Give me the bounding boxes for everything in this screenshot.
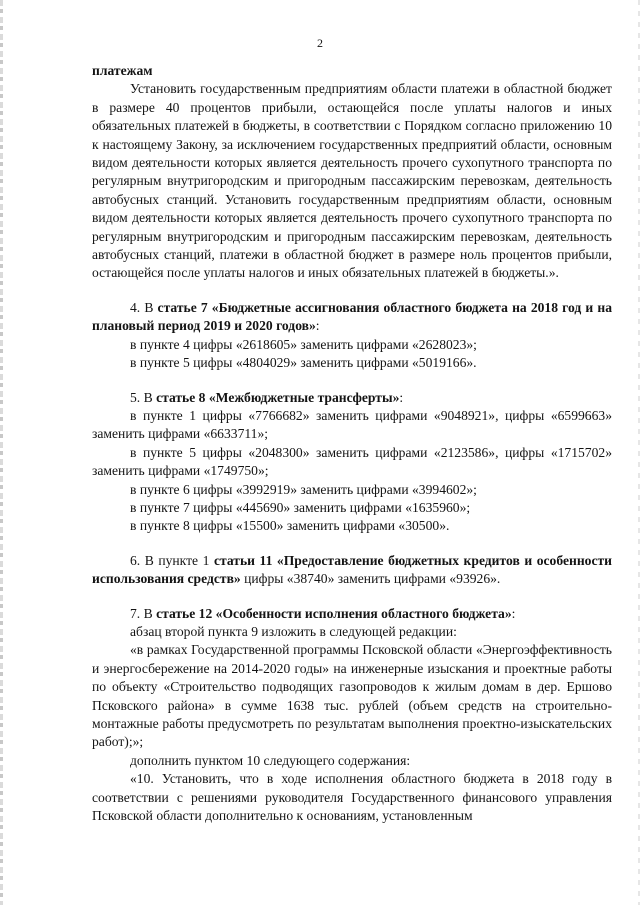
section-7-suffix: : — [511, 605, 516, 621]
section-7-prefix: 7. В — [130, 605, 157, 621]
section-5-item-e: в пункте 8 цифры «15500» заменить цифрами «30500». — [130, 518, 450, 534]
section-7-article: статье 12 «Особенности исполнения областного бюджета» — [156, 605, 512, 621]
section-4-item-a: в пункте 4 цифры «2618605» заменить цифрами «2628023»; — [130, 336, 477, 352]
section-5-item-b: в пункте 5 цифры «2048300» заменить цифрами «2123586», цифры «1715702» заменить цифрами «1749750»; — [92, 444, 612, 479]
section-6-paragraph — [92, 552, 612, 589]
section-5-item-a: в пункте 1 цифры «7766682» заменить цифрами «9048921», цифры «6599663» заменить цифрами «6633711»; — [92, 407, 612, 442]
spacer — [92, 283, 612, 299]
section-4-article: статье 7 «Бюджетные ассигнования областного бюджета на 2018 год и на плановый период 2019 и 2020 годов» — [92, 299, 613, 334]
section-7-item-b: «в рамках Государственной программы Псковской области «Энергоэффективность и энергосбережение на 2014-2020 годы» на инженерные изыскания и проектные работы по объекту «Строительство подводящих газопроводов к жилым домам в дер. Ершово Псковского района» в сумме 1638 тыс. рублей (объем средств на строительно-монтажные работы предусмотреть по результатам выполнения проектно-изыскательских работ);»; — [92, 642, 612, 750]
spacer — [92, 373, 612, 389]
heading-continuation: платежам — [92, 63, 153, 78]
section-6-prefix: 6. В пункте 1 — [130, 552, 214, 568]
section-5-prefix: 5. В — [130, 389, 157, 405]
section-5-suffix: : — [399, 389, 404, 405]
section-5-title — [92, 389, 612, 407]
section-4-suffix: : — [315, 318, 320, 334]
section-7-item-a: абзац второй пункта 9 изложить в следующей редакции: — [130, 623, 457, 639]
spacer — [92, 536, 612, 552]
section-5-item-c: в пункте 6 цифры «3992919» заменить цифрами «3994602»; — [130, 481, 477, 497]
section-7-title — [92, 605, 612, 623]
spacer — [92, 589, 612, 605]
section-6-article: статьи 11 «Предоставление бюджетных кредитов и особенности использования средств» — [92, 552, 612, 587]
scan-left-edge — [0, 0, 3, 905]
page-number: 2 — [317, 36, 323, 50]
paragraph-payments: Установить государственным предприятиям области платежи в областной бюджет в размере 40 процентов прибыли, остающейся после уплаты налогов и иных обязательных платежей в бюджеты, в соответствии с Порядком согласно приложению 10 к настоящему Закону, за исключением государственных предприятий области, основным видом деятельности которых является деятельность прочего сухопутного транспорта по регулярным внутригородским и пригородным пассажирским перевозкам, деятельность автобусных станций. Установить государственным предприятиям области, основным видом деятельности которых является деятельность прочего сухопутного транспорта по регулярным внутригородским и пригородным пассажирским перевозкам, деятельность автобусных станций, платежи в областной бюджет в размере ноль процентов прибыли, остающейся после уплаты налогов и иных обязательных платежей в бюджеты.». — [92, 81, 612, 281]
section-7-item-c: дополнить пунктом 10 следующего содержания: — [130, 752, 411, 768]
section-7-item-d: «10. Установить, что в ходе исполнения областного бюджета в 2018 году в соответствии с решениями руководителя Государственного финансового управления Псковской области дополнительно к основаниям, установленным — [92, 771, 612, 824]
section-4-prefix: 4. В — [130, 299, 158, 315]
section-4-title — [92, 299, 612, 336]
section-5-article: статье 8 «Межбюджетные трансферты» — [156, 389, 400, 405]
section-5-item-d: в пункте 7 цифры «445690» заменить цифрами «1635960»; — [130, 499, 471, 515]
document-body — [92, 62, 612, 825]
section-6-suffix: цифры «38740» заменить цифрами «93926». — [240, 571, 501, 587]
section-4-item-b: в пункте 5 цифры «4804029» заменить цифрами «5019166». — [130, 355, 477, 371]
